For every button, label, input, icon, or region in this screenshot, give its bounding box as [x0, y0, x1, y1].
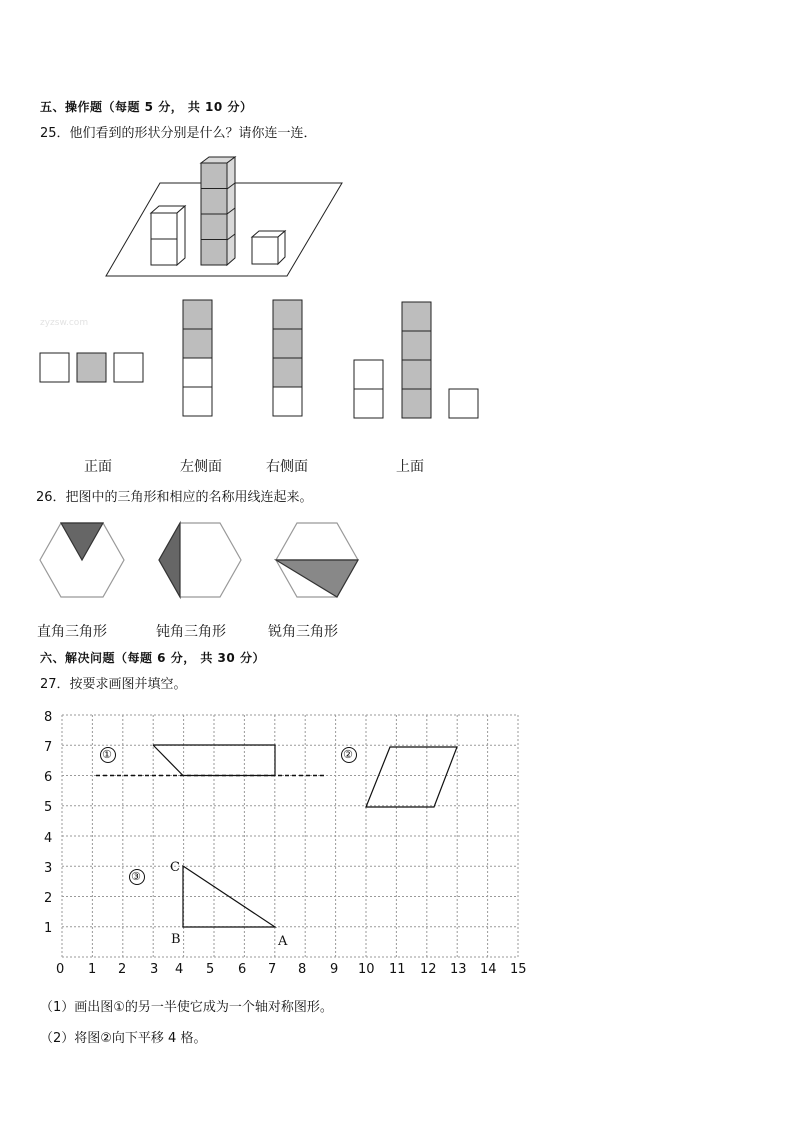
cube-single: [252, 231, 285, 264]
x-tick-5: 5: [206, 962, 215, 977]
circle-markers: [101, 748, 357, 885]
y-tick-3: 3: [44, 861, 53, 876]
y-tick-7: 7: [44, 740, 53, 755]
view-column-3grey-1white: [273, 300, 302, 416]
question-25-text: 25．他们看到的形状分别是什么？请你连一连．: [40, 126, 317, 141]
section-heading-problems: 六、解决问题（每题 6 分， 共 30 分）: [40, 651, 265, 665]
x-tick-9: 9: [330, 962, 339, 977]
x-tick-15: 15: [510, 962, 527, 977]
label-acute-triangle: 锐角三角形: [268, 624, 338, 640]
x-tick-8: 8: [298, 962, 307, 977]
hexagon-1: [40, 523, 124, 597]
x-tick-13: 13: [450, 962, 467, 977]
y-tick-8: 8: [44, 710, 53, 725]
y-tick-4: 4: [44, 831, 53, 846]
watermark: zyzsw.com: [40, 318, 89, 328]
point-b: B: [171, 932, 181, 947]
label-left-side: 左侧面: [180, 459, 222, 475]
hexagon-2: [159, 523, 241, 597]
marker-3: ③: [131, 870, 141, 883]
x-tick-7: 7: [268, 962, 277, 977]
y-tick-1: 1: [44, 921, 53, 936]
label-front: 正面: [84, 459, 112, 475]
label-right-side: 右侧面: [266, 459, 308, 475]
view-column-2grey-2white: [183, 300, 212, 416]
x-tick-12: 12: [420, 962, 437, 977]
view-front-composite: [354, 302, 478, 418]
y-tick-6: 6: [44, 770, 53, 785]
hexagon-3: [276, 523, 358, 597]
view-row-of-three: [40, 353, 143, 382]
x-tick-14: 14: [480, 962, 497, 977]
q27-item-1: （1）画出图①的另一半使它成为一个轴对称图形。: [40, 1000, 333, 1015]
x-tick-3: 3: [150, 962, 159, 977]
cube-stack-left: [151, 206, 185, 265]
q27-item-2: （2）将图②向下平移 4 格。: [40, 1031, 207, 1046]
y-tick-2: 2: [44, 891, 53, 906]
q26-hexagons: [40, 523, 358, 597]
x-tick-2: 2: [118, 962, 127, 977]
figure-3-triangle: [183, 866, 275, 927]
x-tick-11: 11: [389, 962, 406, 977]
point-a: A: [278, 934, 288, 949]
label-obtuse-triangle: 钝角三角形: [156, 624, 226, 640]
question-26-text: 26．把图中的三角形和相应的名称用线连起来。: [36, 490, 313, 505]
x-tick-0: 0: [56, 962, 65, 977]
y-tick-5: 5: [44, 800, 53, 815]
q25-views: [40, 300, 478, 418]
x-tick-1: 1: [88, 962, 97, 977]
cube-stack-tall: [201, 157, 235, 265]
x-tick-6: 6: [238, 962, 247, 977]
q27-grid: [62, 715, 518, 957]
question-27-text: 27．按要求画图并填空。: [40, 677, 187, 692]
label-top: 上面: [396, 459, 424, 475]
marker-1: ①: [102, 748, 112, 761]
q25-scene: [106, 157, 342, 276]
marker-2: ②: [343, 748, 353, 761]
figure-2-parallelogram: [366, 747, 457, 807]
x-tick-10: 10: [358, 962, 375, 977]
section-heading-operation: 五、操作题（每题 5 分， 共 10 分）: [40, 100, 253, 114]
point-c: C: [170, 860, 180, 875]
x-tick-4: 4: [175, 962, 184, 977]
label-right-triangle: 直角三角形: [37, 624, 107, 640]
